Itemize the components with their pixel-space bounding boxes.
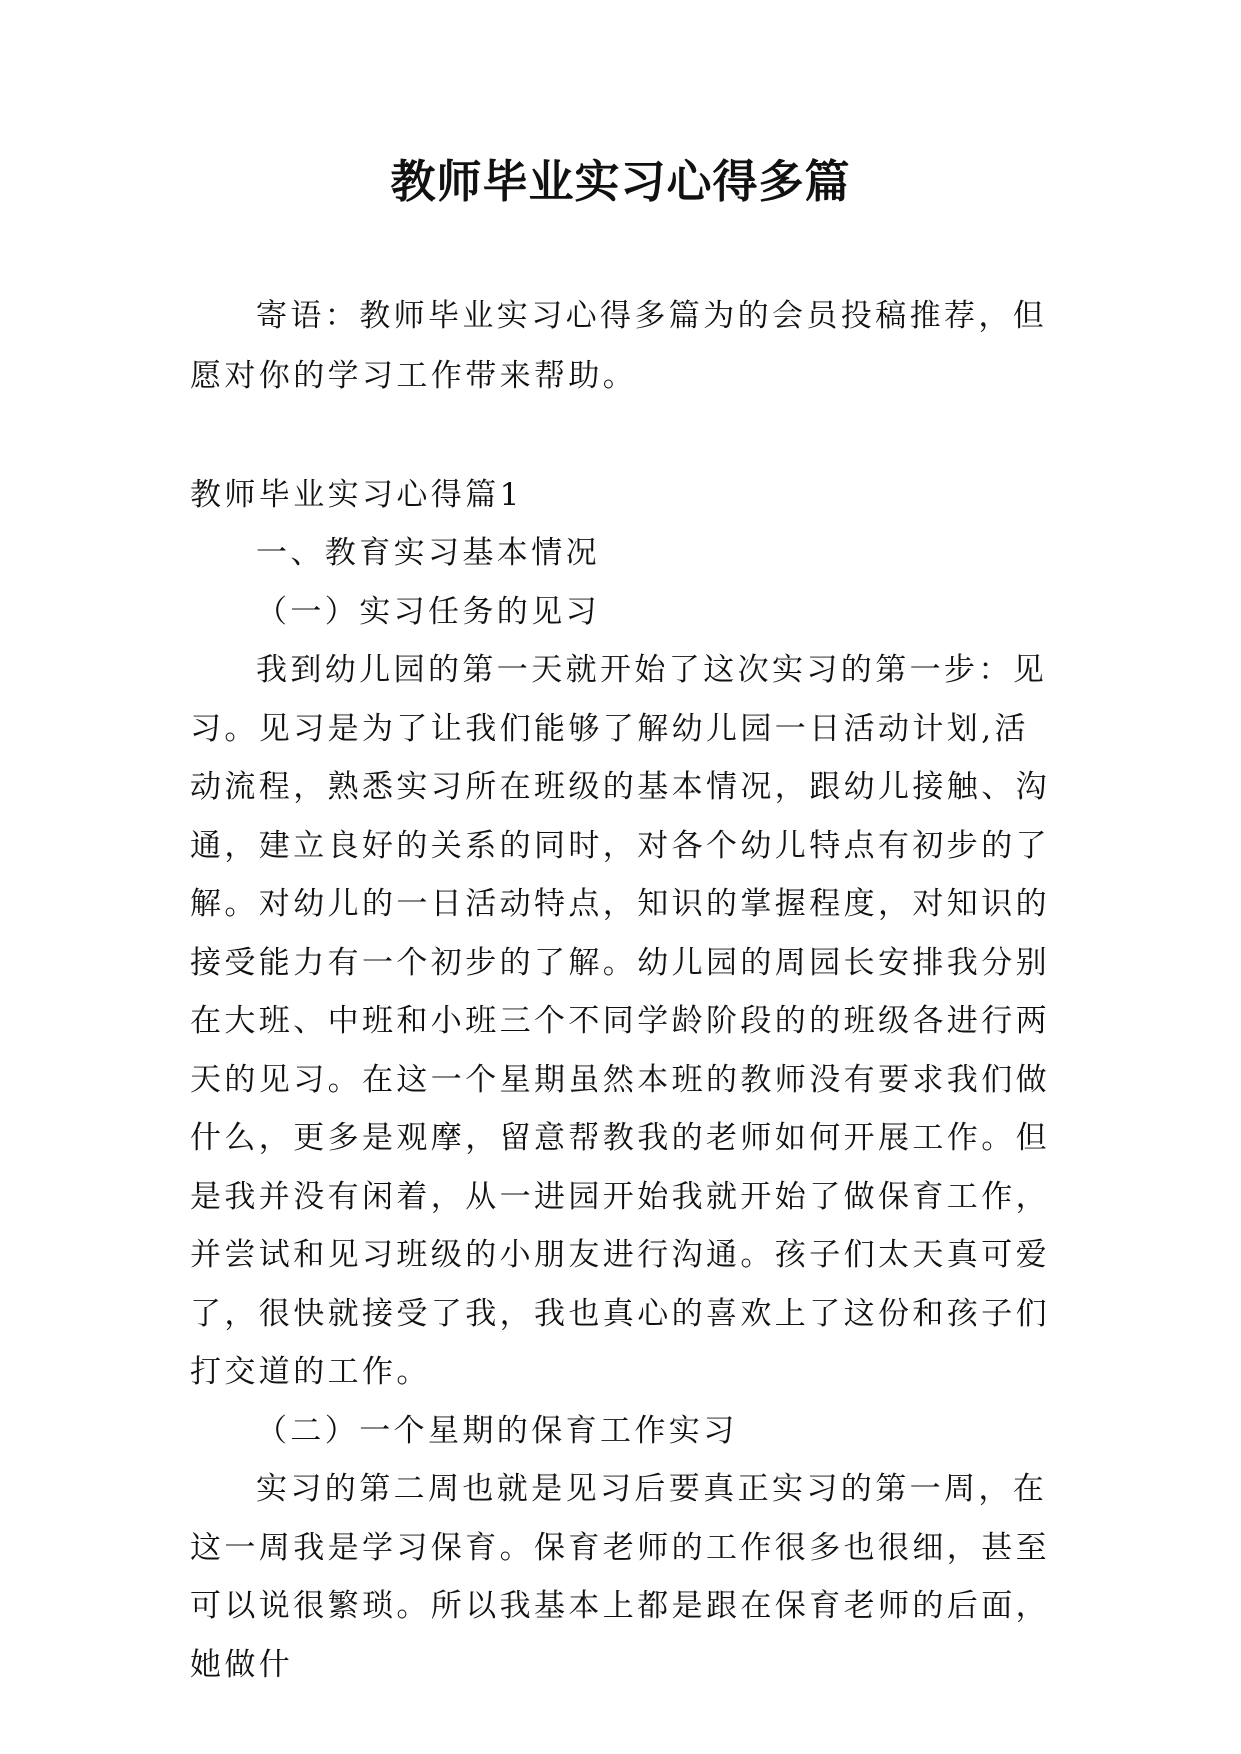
heading-observation: （一）实习任务的见习 xyxy=(256,593,600,630)
document-title: 教师毕业实习心得多篇 xyxy=(390,155,851,208)
heading-basic-situation: 一、教育实习基本情况 xyxy=(256,535,600,571)
paragraph-observation: 我到幼儿园的第一天就开始了这次实习的第一步：见习。见习是为了让我们能够了解幼儿园一日活动计划,活动流程，熟悉实习所在班级的基本情况，跟幼儿接触、沟通，建立良好的关系的同时，对各个幼儿特点有初步的了解。对幼儿的一日活动特点，知识的掌握程度，对知识的接受能力有一个初步的了解。幼儿园的周园长安排我分别在大班、中班和小班三个不同学龄阶段的的班级各进行两天的见习。在这一个星期虽然本班的教师没有要求我们做什么，更多是观摩，留意帮教我的老师如何开展工作。但是我并没有闲着，从一进园开始我就开始了做保育工作，并尝试和见习班级的小朋友进行沟通。孩子们太天真可爱了，很快就接受了我，我也真心的喜欢上了这份和孩子们打交道的工作。 xyxy=(190,652,1050,1390)
heading-care-work: （二）一个星期的保育工作实习 xyxy=(256,1412,738,1449)
section-title: 教师毕业实习心得篇1 xyxy=(190,477,523,513)
paragraph-care-work: 实习的第二周也就是见习后要真正实习的第一周，在这一周我是学习保育。保育老师的工作很多也很细，甚至可以说很繁琐。所以我基本上都是跟在保育老师的后面，她做什 xyxy=(190,1471,1050,1683)
intro-paragraph: 寄语：教师毕业实习心得多篇为的会员投稿推荐，但愿对你的学习工作带来帮助。 xyxy=(190,298,1048,394)
section-content xyxy=(190,524,1050,1694)
